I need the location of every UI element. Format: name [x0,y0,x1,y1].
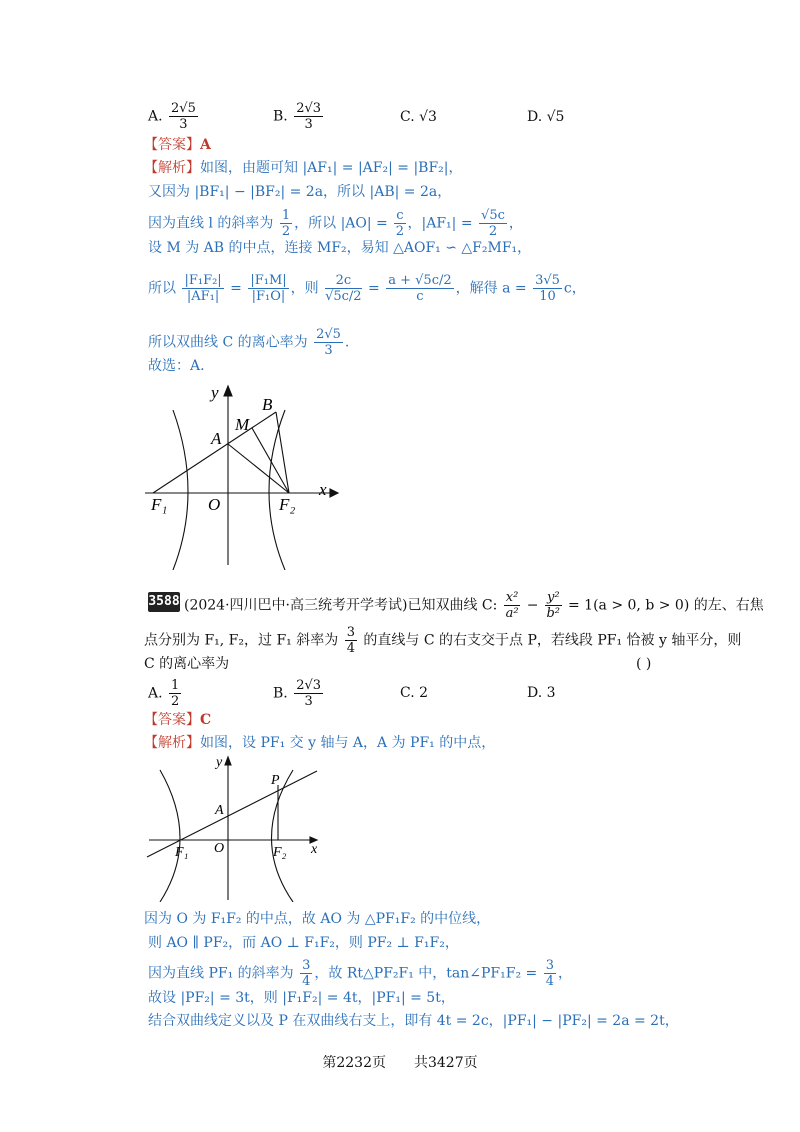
q1-line-af2 [228,444,289,493]
q1-right-branch [269,410,285,570]
q1-label-o: O [208,495,221,514]
q1-analysis-line-2: 又因为 |BF₁| − |BF₂| = 2a，所以 |AB| = 2a， [148,184,452,200]
frac-f1f2-af1: $\frac{\text{|F₁F₂|}}{\text{|AF₁|}}$ [184,273,222,304]
q1-left-branch [173,410,188,570]
q1-analysis-line-6: 所以双曲线 C 的离心率为 $\frac{2√5}{3}$ . [148,327,350,358]
q1-analysis-line-1: 【解析】如图，由题可知 |AF₁| = |AF₂| = |BF₂|， [144,160,463,176]
q1-y-arrow [224,386,232,396]
q1-option-c: C. √3 [400,109,437,125]
q2-answer: 【答案】C [144,712,212,728]
q1-option-a-fraction: $\frac{2√5}{3}$ [171,101,196,132]
q1-line-f1b [153,412,276,493]
q2-line-pf1 [147,771,317,857]
frac-slope-3-4: $\frac{3}{4}$ [302,958,311,989]
q2-answer-paren: ( ) [636,656,652,672]
q2-option-b-fraction: $\frac{2√3}{3}$ [296,678,322,709]
q2-label-f2: F₂ [273,845,287,860]
q2-label-o: O [214,841,225,856]
q1-label-x: x [319,480,327,499]
frac-ecc: $\frac{2√5}{3}$ [316,327,341,358]
q2-y-arrow [225,757,231,765]
q2-option-b: B. $\frac{2√3}{3}$ [273,678,322,709]
q2-stem-line-2: 点分别为 F₁, F₂，过 F₁ 斜率为 $\frac{3}{4}$ 的直线与 C 的右支交于点 P，若线段 PF₁ 恰被 y 轴平分，则 [144,625,742,656]
q1-answer: 【答案】A [144,137,211,153]
frac-a-plus: $\frac{a + √5c/2}{c}$ [388,273,452,304]
q2-analysis-first: 【解析】如图，设 PF₁ 交 y 轴与 A，A 为 PF₁ 的中点， [144,735,496,751]
q2-right-branch [272,770,294,902]
q1-analysis-line-4: 设 M 为 AB 的中点，连接 MF₂，易知 △AOF₁ ∽ △F₂MF₁， [148,240,532,256]
q2-left-branch [160,770,180,902]
q2-option-a-fraction: $\frac{1}{2}$ [171,678,180,709]
q1-analysis-line-5: 所以 $\frac{\text{|F₁F₂|}}{\text{|AF₁|}}$ = $\frac{\text{|F₁M|}}{\text{|F₁O|}}$ ，则 $\frac{2c}{√5c/2}$ = $\frac{a + √5c/2}{c}$ ，解得 a = $\frac{3√5}{10}$ c， [148,273,586,304]
frac-f1m-f1o: $\frac{\text{|F₁M|}}{\text{|F₁O|}}$ [250,273,287,304]
q2-analysis-line-4: 故设 |PF₂| = 3t，则 |F₁F₂| = 4t，|PF₁| = 5t， [148,990,455,1006]
frac-x2-a2: $\frac{\text{x²}}{\text{a²}}$ [505,590,519,621]
q2-option-a: A. $\frac{1}{2}$ [148,678,180,709]
q1-analysis-line-7: 故选：A. [148,358,205,374]
q2-label-f1: F₁ [175,845,189,860]
q1-label-a: A [211,429,222,448]
q2-analysis-line-3: 因为直线 PF₁ 的斜率为 $\frac{3}{4}$ ，故 Rt△PF₂F₁ 中，tan∠PF₁F₂ = $\frac{3}{4}$ ， [148,958,573,989]
q1-option-a: A. $\frac{2√5}{3}$ [148,101,196,132]
q1-label-b: B [262,395,273,414]
q2-figure [145,752,330,902]
frac-half: $\frac{1}{2}$ [281,208,291,239]
frac-3-4: $\frac{3}{4}$ [346,625,355,656]
q2-analysis-line-2: 则 AO ∥ PF₂，而 AO ⊥ F₁F₂，则 PF₂ ⊥ F₁F₂， [148,935,459,951]
q2-stem-line-1: (2024·四川巴中·高三统考开学考试)已知双曲线 C: $\frac{\text{x²}}{\text{a²}}$ − $\frac{\text{y²}}{\text{b²}}$ = 1(a > 0, b > 0) 的左、右焦 [184,590,764,621]
q2-option-d: D. 3 [527,685,556,701]
q1-analysis-line-3: 因为直线 l 的斜率为 $\frac{1}{2}$ ，所以 |AO| = $\frac{c}{2}$ ，|AF₁| = $\frac{√5c}{2}$ ， [148,208,523,239]
q1-x-arrow [330,489,338,497]
frac-tan-3-4: $\frac{3}{4}$ [545,958,555,989]
q2-label-p: P [271,773,280,788]
q2-analysis-line-1: 因为 O 为 F₁F₂ 的中点，故 AO 为 △PF₁F₂ 的中位线， [144,911,491,927]
q1-option-b: B. $\frac{2√3}{3}$ [273,101,322,132]
q1-label-m: M [235,415,250,434]
q2-label-a: A [215,803,224,818]
frac-root5c-over-2: $\frac{√5c}{2}$ [481,208,505,239]
q1-option-d: D. √5 [527,109,565,125]
q2-number-badge: 3588 [148,592,180,612]
q1-option-b-fraction: $\frac{2√3}{3}$ [296,101,322,132]
q2-stem-line-3: C 的离心率为 [144,656,230,672]
q1-label-y: y [211,383,219,402]
q2-analysis-line-5: 结合双曲线定义以及 P 在双曲线右支上，即有 4t = 2c，|PF₁| − |PF₂| = 2a = 2t， [148,1013,679,1029]
q2-label-x: x [311,842,318,857]
frac-y2-b2: $\frac{\text{y²}}{\text{b²}}$ [546,590,561,621]
q1-label-f1: F₁ [151,495,168,514]
frac-c-over-2: $\frac{c}{2}$ [395,208,405,239]
frac-3root5-10: $\frac{3√5}{10}$ [535,273,560,304]
frac-2c: $\frac{2c}{√5c/2}$ [325,273,362,304]
page-footer: 第2232页 共3427页 [322,1055,478,1071]
q2-option-c: C. 2 [400,685,429,701]
q1-figure [145,380,345,570]
q2-label-y: y [216,755,223,770]
q1-label-f2: F₂ [279,495,296,514]
